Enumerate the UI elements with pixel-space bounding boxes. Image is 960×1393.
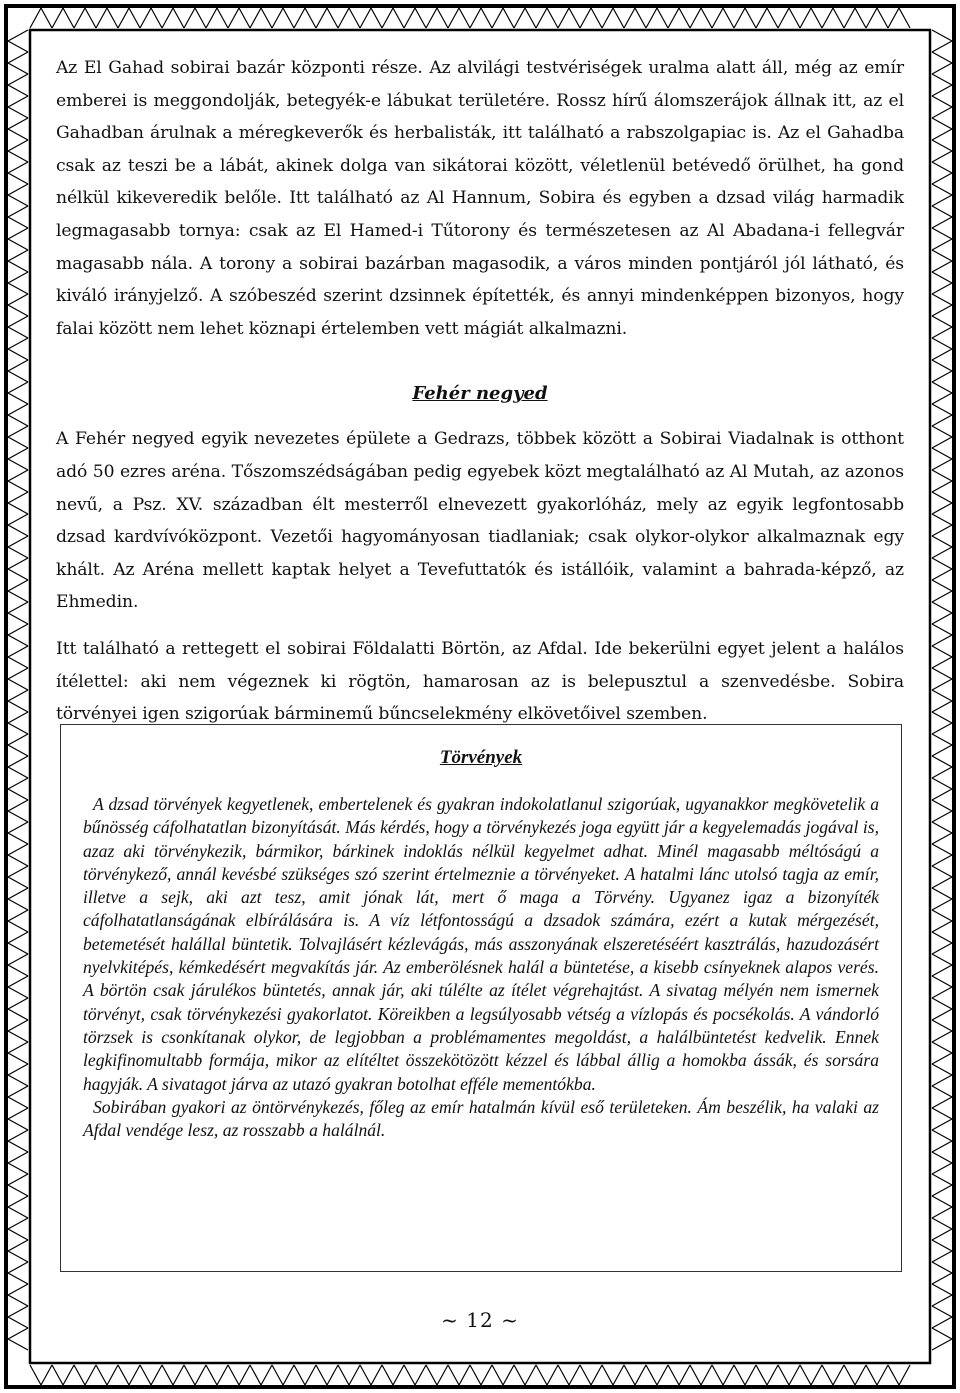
laws-box [60,724,902,1272]
laws-title: Törvények [439,747,523,768]
page-number: ~ 12 ~ [441,1308,519,1332]
main-content [56,52,904,731]
laws-paragraph-2: Sobirában gyakori az öntörvénykezés, főleg az emír hatalmán kívül eső területeken. Ám beszélik, ha valaki az Afdal vendége lesz, az rosszabb a halálnál. [83,1096,879,1141]
paragraph-afdal: Itt található a rettegett el sobirai Földalatti Börtön, az Afdal. Ide bekerülni egyet jelent a halálos ítélettel: aki nem végeznek ki rögtön, hamarosan az is belepusztul a szenvedésbe. Sobira törvényei igen szigorúak bárminemű bűncselekmény elkövetőivel szemben. [56,638,904,725]
paragraph-feher-negyed: A Fehér negyed egyik nevezetes épülete a Gedrazs, többek között a Sobirai Viadalnak is otthont adó 50 ezres aréna. Tőszomszédságában pedig egyebek közt megtalálható az Al Mutah, az azonos nevű, a Psz. XV. században élt mesterről elnevezett gyakorlóház, mely az egyik legfontosabb dzsad kardvívóközpont. Vezetői hagyományosan tiadlaniak; csak olykor-olykor alkalmaznak egy khált. Az Aréna mellett kaptak helyet a Tevefuttatók és istállóik, valamint a bahrada-képző, az Ehmedin. [56,429,904,613]
section-heading-feher-negyed: Fehér negyed [412,383,548,405]
paragraph-el-gahad: Az El Gahad sobirai bazár központi része. Az alvilági testvériségek uralma alatt áll, még az emír emberei is meggondolják, betegyék-e lábukat területére. Rossz hírű álomszerájok állnak itt, az el Gahadban árulnak a méregkeverők és herbalisták, itt található a rabszolgapiac is. Az el Gahadba csak az teszi be a lábát, akinek dolga van sikátorai között, véletlenül betévedő örülhet, ha gond nélkül kikeveredik belőle. Itt található az Al Hannum, Sobira és egyben a dzsad világ harmadik legmagasabb tornya: csak az El Hamed-i Tűtorony és természetesen az Al Abadana-i fellegvár magasabb nála. A torony a sobirai bazárban magasodik, a város minden pontjáról jól látható, és kiváló irányjelző. A szóbeszéd szerint dzsinnek építették, és annyi mindenképpen bizonyos, hogy falai között nem lehet köznapi értelemben vett mágiát alkalmazni. [56,58,904,339]
laws-paragraph-1: A dzsad törvények kegyetlenek, embertelenek és gyakran indokolatlanul szigorúak, ugyanakkor megkövetelik a bűnösség cáfolhatatlan bizonyítását. Más kérdés, hogy a törvénykezés joga együtt jár a kegyelemadás jogával is, azaz aki törvénykezik, bármikor, bárkinek indoklás nélkül kegyelmet adhat. Minél magasabb méltóságú a törvénykező, annál kevésbé szükséges szó szerint értelmeznie a törvényeket. A hatalmi lánc utolsó tagja az emír, illetve a sejk, aki azt tesz, amit jónak lát, mert ő maga a Törvény. Ugyanez igaz a bizonyíték cáfolhatatlanságának elbírálására is. A víz létfontosságú a dzsadok számára, ezért a kutak mérgezését, betemetését halállal büntetik. Tolvajlásért kézlevágás, más asszonyának elszeretéséért kasztrálás, hazudozásért nyelvkitépés, kémkedésért megvakítás jár. Az emberölésnek halál a büntetése, a kisebb csínyeknek alapos verés. A börtön csak járulékos büntetés, annak jár, aki túlélte az ítélet végrehajtást. A sivatag mélyén nem ismernek törvényt, csak törvénykezési gyakorlatot. Köreikben a legsúlyosabb vétség a vízlopás és pocsékolás. A vándorló törzsek is csonkítanak olykor, de legjobban a problémamentes megoldást, a halálbüntetést kedvelik. Ennek legkifinomultabb formája, mikor az elítéltet összekötözött kézzel és lábbal állig a homokba ássák, és sorsára hagyják. A sivatagot járva az utazó gyakran botolhat efféle mementókba. [83,794,879,1094]
laws-body [83,793,879,1142]
